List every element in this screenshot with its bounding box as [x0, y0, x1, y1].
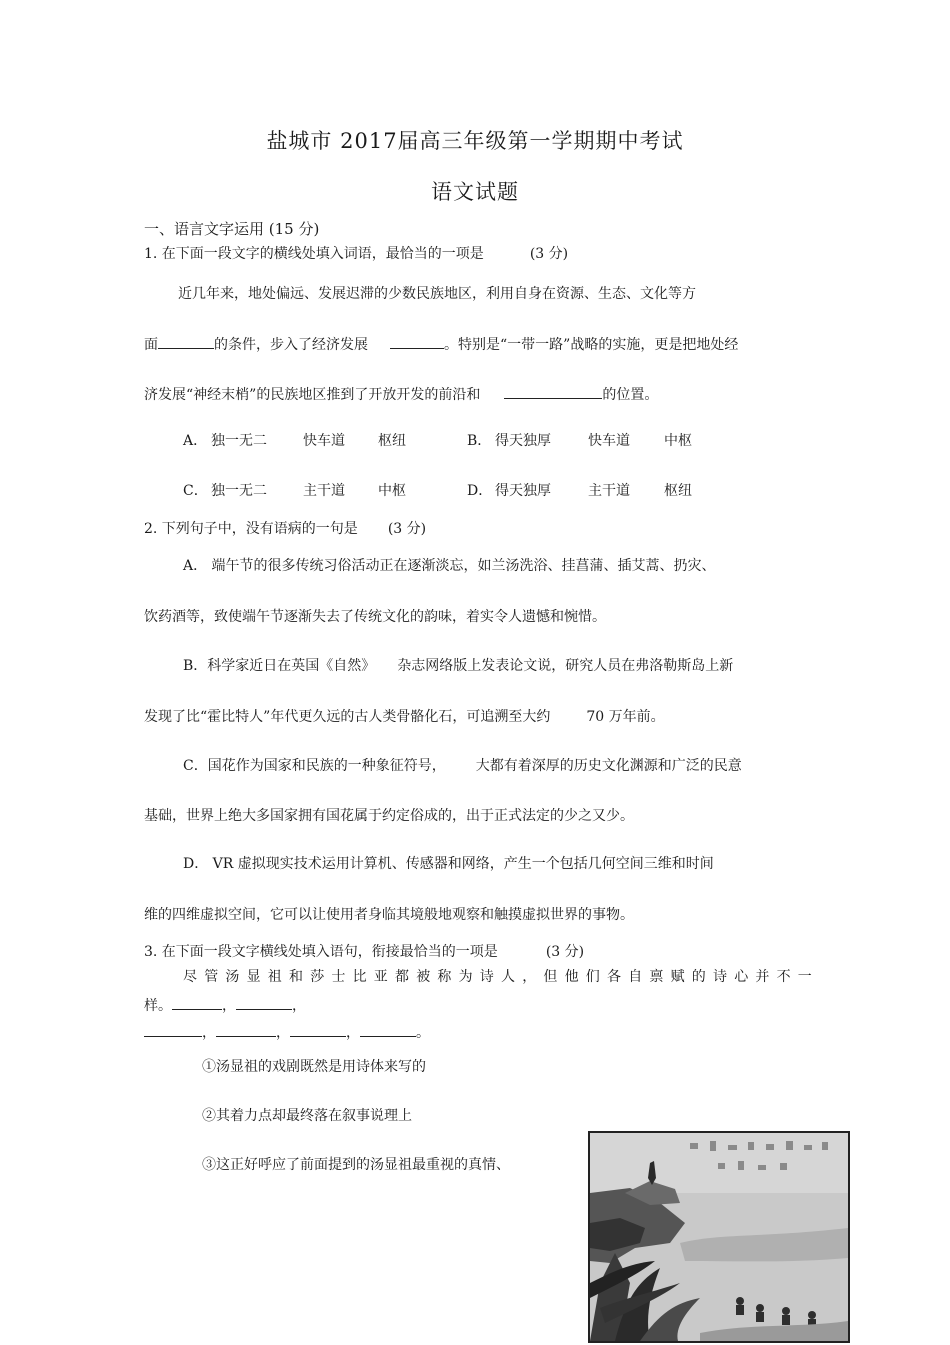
option-c-line: 基础，世界上绝大多国家拥有国花属于约定俗成的，出于正式法定的少之又少。: [144, 808, 634, 824]
fill-blank: [144, 1022, 202, 1037]
question-3-stem: [144, 943, 584, 961]
option-word: 枢纽: [664, 483, 692, 499]
text-fragment: 济发展“神经末梢”的民族地区推到了开放开发的前沿和: [144, 387, 481, 403]
text-fragment: 杂志网络版上发表论文说，研究人员在弗洛勒斯岛上新: [397, 658, 734, 674]
text-fragment: 的条件，步入了经济发展: [214, 337, 368, 353]
option-letter: A．: [183, 433, 208, 449]
fill-blank: [158, 334, 214, 349]
text-fragment: 大都有着深厚的历史文化渊源和广泛的民意: [475, 758, 742, 774]
paragraph-line: [144, 995, 306, 1015]
ink-painting-illustration: [590, 1133, 848, 1341]
option-b[interactable]: [467, 432, 692, 450]
question-stem-text: 1. 在下面一段文字的横线处填入词语，最恰当的一项是: [144, 246, 484, 262]
paragraph-line: [144, 1022, 430, 1042]
option-d-line[interactable]: D． VR 虚拟现实技术运用计算机、传感器和网络，产生一个包括几何空间三维和时间: [183, 856, 714, 872]
option-word: 快车道: [303, 433, 345, 449]
question-score: (3 分): [387, 521, 427, 537]
option-c-line[interactable]: [183, 757, 742, 775]
section-heading: 一、语言文字运用 (15 分): [144, 220, 320, 238]
paragraph-line: [144, 384, 658, 404]
sentence-item-1: ①汤显祖的戏剧既然是用诗体来写的: [202, 1059, 426, 1075]
option-c[interactable]: [183, 482, 406, 500]
question-score: (3 分): [529, 246, 569, 262]
fill-blank: [236, 995, 292, 1010]
question-1-stem: [144, 245, 568, 263]
question-score: (3 分): [545, 944, 585, 960]
text-fragment: 。: [416, 1025, 430, 1041]
option-word: 快车道: [588, 433, 630, 449]
option-word: 得天独厚: [495, 483, 551, 499]
fill-blank: [290, 1022, 346, 1037]
option-word: 中枢: [664, 433, 692, 449]
text-fragment: ，: [222, 998, 236, 1014]
text-fragment: C．国花作为国家和民族的一种象征符号，: [183, 758, 446, 774]
option-letter: C．: [183, 483, 208, 499]
option-letter: D．: [467, 483, 493, 499]
option-word: 得天独厚: [495, 433, 551, 449]
text-fragment: ，: [292, 998, 306, 1014]
option-b-line: [144, 708, 665, 726]
text-fragment: B．科学家近日在英国《自然》: [183, 658, 376, 674]
text-fragment: ，: [202, 1025, 216, 1041]
option-b-line[interactable]: [183, 657, 733, 675]
exam-title: 盐城市 2017届高三年级第一学期期中考试: [266, 129, 684, 153]
option-word: 中枢: [378, 483, 406, 499]
option-d[interactable]: [467, 482, 692, 500]
paragraph-line: 近几年来，地处偏远、发展迟滞的少数民族地区，利用自身在资源、生态、文化等方: [178, 286, 696, 302]
text-fragment: 样。: [144, 998, 172, 1014]
text-fragment: 。特别是“一带一路”战略的实施，更是把地处经: [444, 337, 739, 353]
question-stem-text: 3. 在下面一段文字横线处填入语句，衔接最恰当的一项是: [144, 944, 498, 960]
text-fragment: 的位置。: [602, 387, 659, 403]
option-d-line: 维的四维虚拟空间，它可以让使用者身临其境般地观察和触摸虚拟世界的事物。: [144, 907, 634, 923]
option-word: 枢纽: [378, 433, 406, 449]
question-2-stem: [144, 520, 426, 538]
paragraph-line: [144, 334, 738, 354]
sentence-item-2: ②其着力点却最终落在叙事说理上: [202, 1108, 412, 1124]
fill-blank: [390, 334, 444, 349]
text-fragment: 70 万年前。: [586, 709, 665, 725]
exam-subtitle: 语文试题: [431, 180, 519, 204]
option-word: 主干道: [588, 483, 630, 499]
paragraph-line: 尽管汤显祖和莎士比亚都被称为诗人，但他们各自禀赋的诗心并不一: [183, 969, 819, 985]
fill-blank: [504, 384, 602, 399]
option-word: 主干道: [303, 483, 345, 499]
sentence-item-3: ③这正好呼应了前面提到的汤显祖最重视的真情、: [202, 1157, 510, 1173]
text-fragment: ，: [346, 1025, 360, 1041]
text-fragment: 发现了比“霍比特人”年代更久远的古人类骨骼化石，可追溯至大约: [144, 709, 551, 725]
option-a-line: 饮药酒等，致使端午节逐渐失去了传统文化的韵味，着实令人遗憾和惋惜。: [144, 609, 606, 625]
option-word: 独一无二: [211, 483, 267, 499]
question-stem-text: 2. 下列句子中，没有语病的一句是: [144, 521, 358, 537]
option-a-line[interactable]: A． 端午节的很多传统习俗活动正在逐渐淡忘，如兰汤洗浴、挂菖蒲、插艾蒿、扔灾、: [183, 558, 716, 574]
text-fragment: ，: [276, 1025, 290, 1041]
option-a[interactable]: [183, 432, 406, 450]
option-letter: B．: [467, 433, 492, 449]
text-fragment: 面: [144, 337, 158, 353]
option-word: 独一无二: [211, 433, 267, 449]
fill-blank: [360, 1022, 416, 1037]
fill-blank: [216, 1022, 276, 1037]
ink-painting-image: [588, 1131, 850, 1343]
fill-blank: [172, 995, 222, 1010]
